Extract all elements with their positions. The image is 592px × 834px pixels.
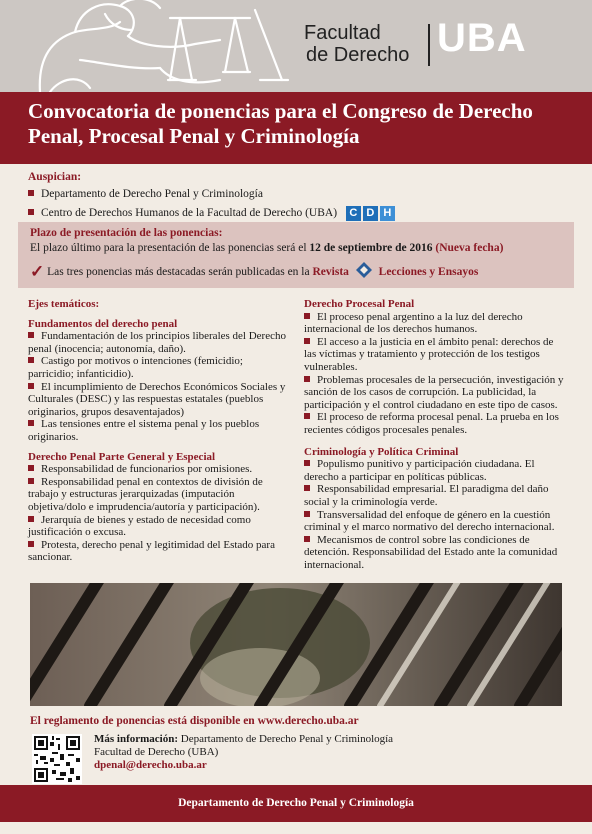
plazo-date: 12 de septiembre de 2016 [309,242,433,254]
list-item: Mecanismos de control sobre las condiciones de detención. Responsabilidad del Estado ante la comunidad internacional. [304,533,558,571]
ejes-heading: Ejes temáticos: [28,298,100,310]
website-link[interactable]: www.derecho.uba.ar [257,715,359,727]
list-item: El incumplimiento de Derechos Económicos Sociales y Culturales (DESC) y las respuestas estatales (pueblos originarios, grupos desaventajados) [28,380,286,418]
header [0,0,592,92]
list-item: El proceso penal argentino a la luz del derecho internacional de los derechos humanos. [304,310,523,336]
plazo-section [30,226,570,280]
list-item: Responsabilidad penal en contextos de división de trabajo y estructuras jerarquizadas (imputación objetiva/dolo e imprudencia/autoría y participación). [28,475,263,513]
list-item: Fundamentación de los principios liberales del Derecho penal (inocencia; autonomía, daño). [28,330,286,355]
list-item: El acceso a la justicia en el ámbito penal: derechos de las víctimas y tratamiento y protección de los testigos vulnerables. [304,335,554,373]
cdh-logo [346,206,395,221]
reglamento-line: El reglamento de ponencias está disponible en www.derecho.uba.ar [30,715,359,727]
list-item: Populismo punitivo y participación ciudadana. El derecho a participar en políticas públicas. [304,458,535,483]
bullet-icon [28,190,34,196]
section-heading: Criminología y Política Criminal [304,445,459,458]
facultad-de-derecho-label [304,22,409,66]
list-item: El proceso de reforma procesal penal. La prueba en los recientes códigos procesales penales. [304,411,559,436]
list-item: Las tensiones entre el sistema penal y los pueblos originarios. [28,418,260,443]
footer-band [0,785,592,822]
page-title: Convocatoria de ponencias para el Congreso de Derecho Penal, Procesal Penal y Criminología [28,99,533,148]
list-item: Transversalidad del enfoque de género en la cuestión criminal y el marco normativo del derecho internacional. [304,508,555,534]
prison-bars-photo [30,583,562,706]
section-heading: Derecho Procesal Penal [304,298,415,310]
left-column [28,298,290,564]
cdh-logo-d: D [363,206,378,221]
list-item: Problemas procesales de la persecución, investigación y sanción de los casos de corrupción. La publicidad, la participación y el control ciudadano en este tipo de casos. [304,373,564,411]
list-item: Responsabilidad empresarial. El paradigma del daño social y la criminología verde. [304,483,549,508]
justice-figure-illustration [20,0,290,92]
plazo-note: (Nueva fecha) [435,242,504,254]
section-heading: Fundamentos del derecho penal [28,317,178,330]
footer-text: Departamento de Derecho Penal y Criminología [178,797,414,809]
logo-divider [428,24,430,66]
cdh-logo-c: C [346,206,361,221]
facultad-line2: de Derecho [306,44,410,66]
right-column [304,298,568,571]
email-link[interactable]: dpenal@derecho.uba.ar [94,759,207,771]
qr-code-image [32,734,82,784]
lecciones-logo-icon [355,261,373,279]
info-label: Más información: [94,733,179,745]
plazo-heading: Plazo de presentación de las ponencias: [30,227,223,239]
facultad-line1: Facultad [304,22,381,44]
bullet-icon [28,209,34,215]
list-item: Jerarquía de bienes y estado de necesidad como justificación o excusa. [28,513,251,539]
plazo-text: El plazo último para la presentación de las ponencias será el 12 de septiembre de 2016 (Nueva fecha) [30,242,504,254]
list-item: Protesta, derecho penal y legitimidad del Estado para sancionar. [28,538,275,564]
cdh-logo-h: H [380,206,395,221]
auspician-item: Centro de Derechos Humanos de la Facultad de Derecho (UBA) C D H [28,206,395,221]
auspician-item: Departamento de Derecho Penal y Criminología [28,187,395,202]
info-line-1: Más información: Departamento de Derecho Penal y Criminología [94,733,394,745]
auspician-heading: Auspician: [28,171,82,183]
auspician-section [28,170,395,221]
title-band [0,92,592,164]
checkmark-icon: ✓ [30,262,45,281]
revista-name: Lecciones y Ensayos [378,266,479,278]
revista-label: Revista [312,266,349,278]
info-block [94,733,393,772]
uba-logo-text: UBA [437,16,527,60]
list-item: Castigo por motivos o intenciones (femicidio; parricidio; infanticidio). [28,355,243,380]
list-item: Responsabilidad de funcionarios por omisiones. [28,463,290,476]
publish-line: ✓ Las tres ponencias más destacadas serán publicadas en la Revista Lecciones y Ensayos [30,262,479,281]
info-line-2: Facultad de Derecho (UBA) [94,746,219,758]
section-heading: Derecho Penal Parte General y Especial [28,450,216,463]
